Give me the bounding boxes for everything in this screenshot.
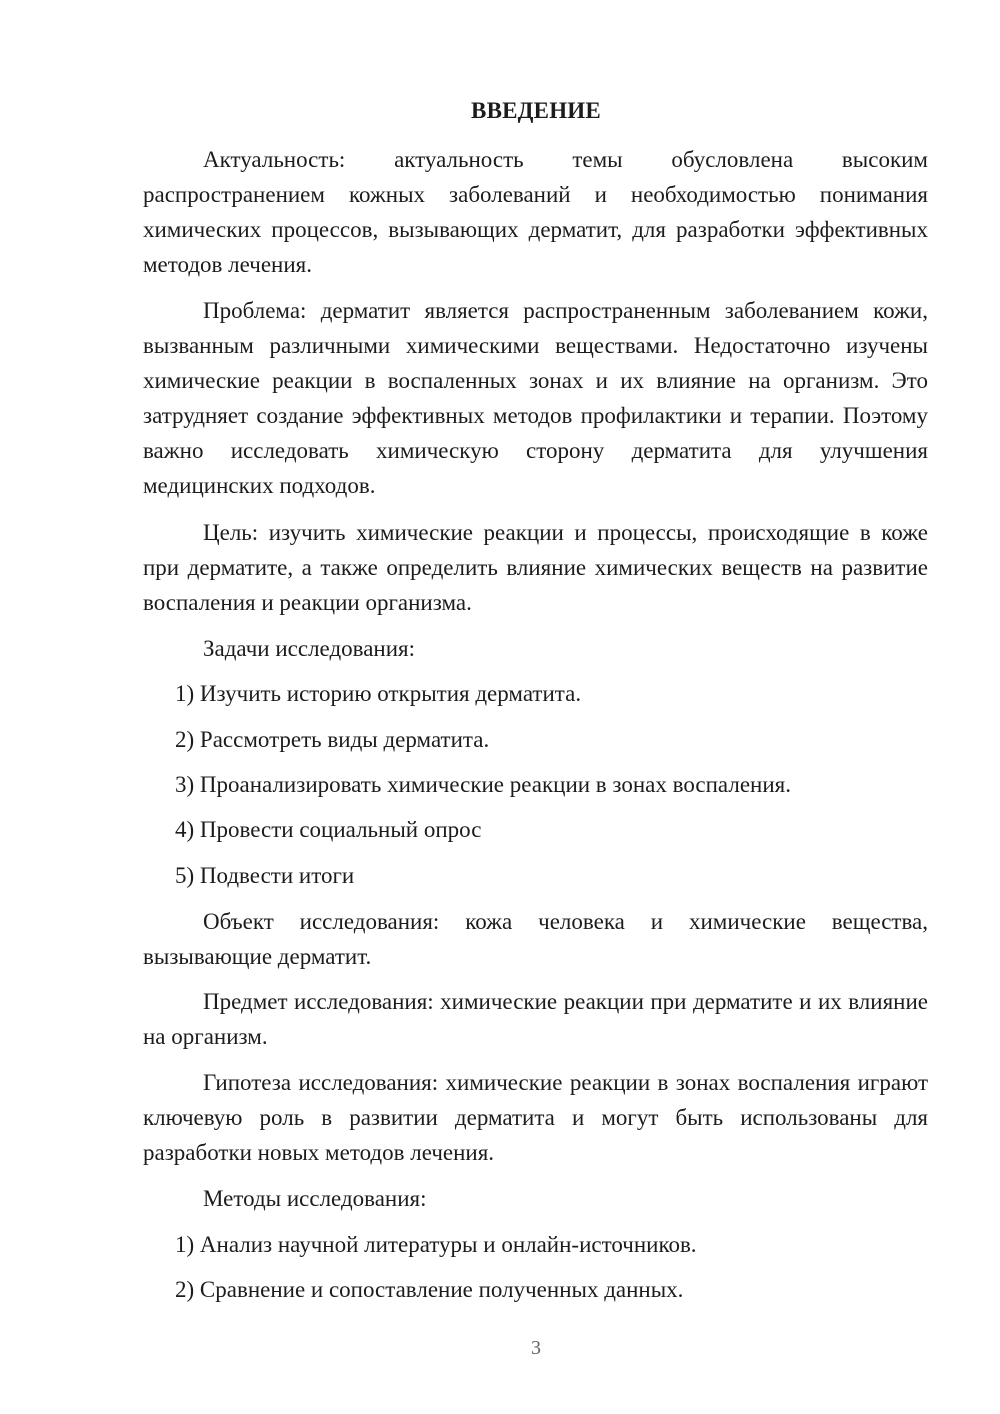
tasks-title: Задачи исследования:: [203, 636, 416, 661]
page-number: 3: [531, 1337, 541, 1359]
list-item: 1) Изучить историю открытия дерматита.: [175, 681, 582, 706]
hypothesis-paragraph: Гипотеза исследования: химические реакции в зонах воспаления играют ключевую роль в развитии дерматита и могут быть использованы для разработки новых методов лечения.: [143, 1070, 928, 1165]
methods-title: Методы исследования:: [203, 1186, 427, 1211]
list-item: 5) Подвести итоги: [175, 863, 355, 888]
subject-paragraph: Предмет исследования: химические реакции при дерматите и их влияние на организм.: [143, 989, 928, 1049]
list-item: 1) Анализ научной литературы и онлайн-источников.: [175, 1232, 697, 1257]
list-item: 3) Проанализировать химические реакции в зонах воспаления.: [175, 772, 791, 797]
section-heading: ВВЕДЕНИЕ: [471, 98, 601, 123]
list-item: 2) Рассмотреть виды дерматита.: [175, 727, 490, 752]
problem-paragraph: Проблема: дерматит является распространенным заболеванием кожи, вызванным различными химическими веществами. Недостаточно изучены химические реакции в воспаленных зонах и их влияние на организм. Это затрудняет создание эффективных методов профилактики и терапии. Поэтому важно исследовать химическую сторону дерматита для улучшения медицинских подходов.: [143, 298, 928, 498]
goal-paragraph: Цель: изучить химические реакции и процессы, происходящие в коже при дерматите, а также определить влияние химических веществ на развитие воспаления и реакции организма.: [143, 520, 928, 615]
object-paragraph: Объект исследования: кожа человека и химические вещества, вызывающие дерматит.: [143, 909, 928, 969]
relevance-paragraph: Актуальность: актуальность темы обусловлена высоким распространением кожных заболеваний и необходимостью понимания химических процессов, вызывающих дерматит, для разработки эффективных методов лечения.: [143, 147, 928, 277]
list-item: 4) Провести социальный опрос: [175, 817, 482, 842]
list-item: 2) Сравнение и сопоставление полученных данных.: [175, 1277, 684, 1302]
